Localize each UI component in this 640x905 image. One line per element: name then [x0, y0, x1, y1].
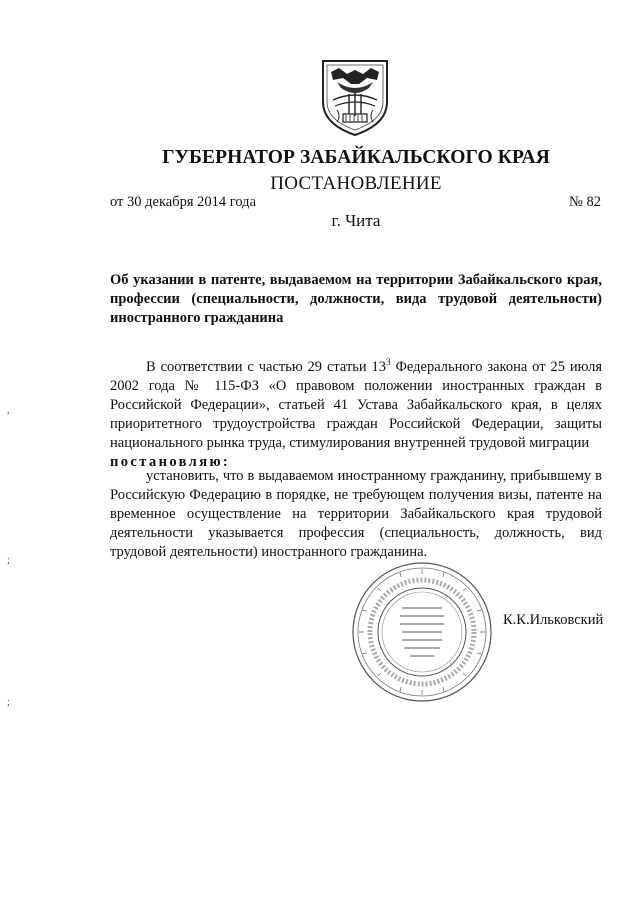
margin-mark: ,	[7, 405, 10, 416]
preamble-text-start: В соответствии с частью 29 статьи 13	[146, 358, 387, 375]
document-type: ПОСТАНОВЛЕНИЕ	[270, 173, 442, 194]
document-number: № 82	[569, 194, 601, 210]
preamble-paragraph	[110, 353, 602, 472]
decree-word: постановляю:	[110, 453, 231, 470]
document-city: г. Чита	[331, 211, 381, 230]
preamble-text-rest: Федерального закона от 25 июля 2002 года № 115-ФЗ «О правовом положении иностранных граждан в Российской Федерации», статьей 41 Устава Забайкальского края, в целях приоритетного трудоустройства граждан Российской Федерации, защиты национального рынка труда, стимулирования внутренней трудовой миграции	[110, 358, 602, 451]
document-subject: Об указании в патенте, выдаваемом на территории Забайкальского края, профессии (специальности, должности, вида трудовой деятельности) иностранного гражданина	[110, 272, 602, 326]
margin-mark: ;	[7, 555, 10, 566]
official-stamp	[350, 560, 495, 705]
margin-mark: ;	[7, 697, 10, 708]
preamble-superscript: 3	[386, 357, 391, 367]
governor-title: ГУБЕРНАТОР ЗАБАЙКАЛЬСКОГО КРАЯ	[162, 147, 550, 168]
document-date: от 30 декабря 2014 года	[110, 194, 256, 210]
signatory-name: К.К.Ильковский	[503, 612, 604, 628]
coat-of-arms-icon	[319, 58, 391, 138]
operative-paragraph: установить, что в выдаваемом иностранному гражданину, прибывшему в Российскую Федерацию в порядке, не требующем получения визы, патенте на временное осуществление на территории Забайкальского края трудовой деятельности указывается профессия (специальность, должность, вид трудовой деятельности) иностранного гражданина.	[110, 468, 602, 560]
